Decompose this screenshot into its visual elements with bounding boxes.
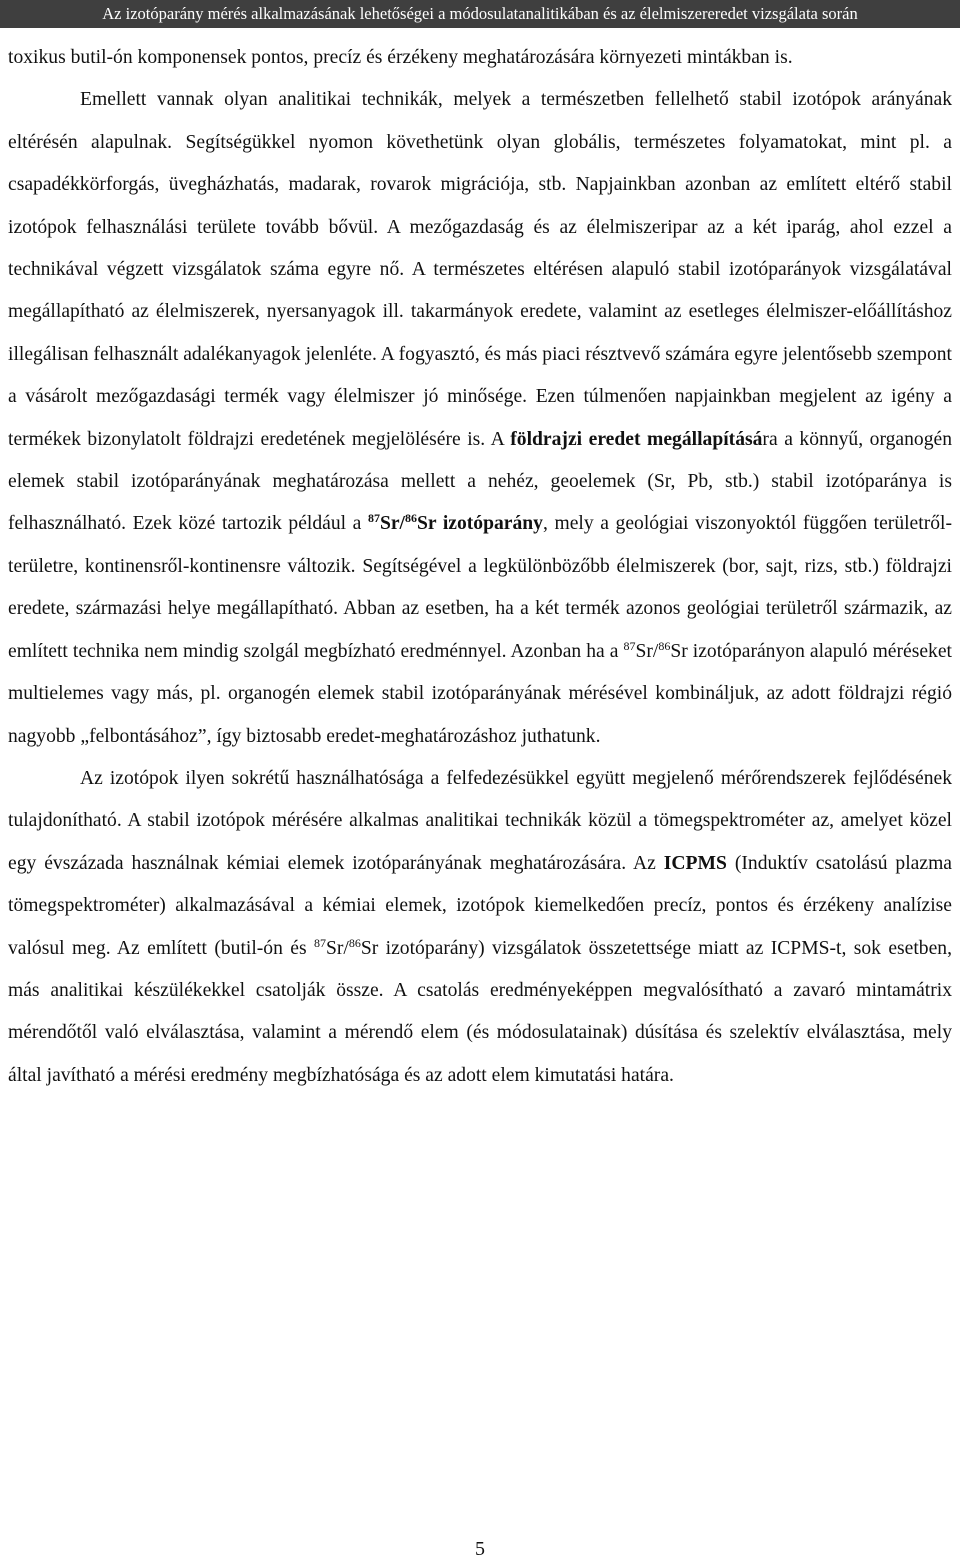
superscript-86: 86 bbox=[405, 511, 417, 526]
superscript-86: 86 bbox=[658, 638, 671, 653]
text-run: (Induktív csatolású plazma tömegspektrométer) alkalmazásával a kémiai elemek, izotópok kiemelkedően precíz, pontos és érzékeny analízise valósul meg. Az említett (butil-ón és bbox=[8, 852, 953, 959]
paragraph-1: toxikus butil-ón komponensek pontos, precíz és érzékeny meghatározására környezeti mintákban is. bbox=[8, 47, 793, 68]
text-run: ra a könnyű, organogén elemek stabil izotóparányának meghatározása mellett a nehéz, geoelemek (Sr, Pb, stb.) stabil izotóparánya is felhasználható. Ezek közé tartozik például a bbox=[8, 428, 952, 535]
superscript-87: 87 bbox=[313, 935, 326, 950]
paragraph-3 bbox=[8, 758, 952, 1097]
paragraph-2 bbox=[8, 79, 952, 758]
text-run: , mely a geológiai viszonyoktól függően területről-területre, kontinensről-kontinensre változik. Segítségével a legkülönbözőbb élelmiszerek (bor, sajt, rizs, stb.) földrajzi eredete, származási helye megállapítható. Abban az esetben, ha a két termék azonos geológiai területről származik, az említett technika nem mindig szolgál megbízható eredménnyel. Azonban ha a bbox=[8, 513, 952, 662]
running-header: Az izotóparány mérés alkalmazásának lehetőségei a módosulatanalitikában és az élelmiszereredet vizsgálata során bbox=[0, 0, 960, 28]
superscript-87: 87 bbox=[367, 511, 380, 526]
text-run: Sr izotóparányon alapuló méréseket multielemes vagy más, pl. organogén elemek stabil izotóparányának mérésével kombináljuk, az adott földrajzi régió nagyobb „felbontásához”, így biztosabb eredet-meghatározáshoz juthatunk. bbox=[8, 640, 952, 747]
bold-term-sr-isotope-ratio: Sr izotóparány bbox=[417, 513, 543, 535]
bold-term-icpms: ICPMS bbox=[663, 852, 727, 874]
page-number: 5 bbox=[475, 1538, 485, 1560]
text-run: Sr/ bbox=[635, 640, 659, 662]
superscript-87: 87 bbox=[623, 638, 636, 653]
text-run: Emellett vannak olyan analitikai technikák, melyek a természetben fellelhető stabil izotópok arányának eltérésén alapulnak. Segítségükkel nyomon követhetünk olyan globális, természetes folyamatokat, mint pl. a csapadékkörforgás, üvegházhatás, madarak, rovarok migrációja, stb. Napjainkban azonban az említett eltérő stabil izotópok felhasználási területe tovább bővül. A mezőgazdaság és az élelmiszeripar az a két iparág, ahol ezzel a technikával végzett vizsgálatok száma egyre nő. A természetes eltérésen alapuló stabil izotóparányok vizsgálatával megállapítható az élelmiszerek, nyersanyagok ill. takarmányok eredete, valamint az esetleges élelmiszer-előállításhoz illegálisan felhasznált adalékanyagok jelenléte. A fogyasztó, és más piaci résztvevő számára egyre jelentősebb szempont a vásárolt mezőgazdasági termék vagy élelmiszer jó minősége. Ezen túlmenően napjainkban megjelent az igény a termékek bizonylatolt földrajzi eredetének megjelölésére is. A bbox=[8, 89, 952, 450]
text-run: Az izotópok ilyen sokrétű használhatósága a felfedezésükkel együtt megjelenő mérőrendszerek fejlődésének tulajdonítható. A stabil izotópok mérésére alkalmas analitikai technikák közül a tömegspektrométer az, amelyet közel egy évszázada használnak kémiai elemek izotóparányának meghatározására. Az bbox=[8, 767, 952, 874]
bold-term-sr: Sr/ bbox=[379, 513, 405, 535]
document-body bbox=[8, 37, 952, 1097]
text-run: Sr izotóparány) vizsgálatok összetettsége miatt az ICPMS-t, sok esetben, más analitikai készülékekkel csatolják össze. A csatolás eredményeképpen megvalósítható a zavaró mintamátrix mérendőtől való elválasztása, valamint a mérendő elem (és módosulatainak) dúsítása és szelektív elválasztása, mely által javítható a mérési eredmény megbízhatósága és az adott elem kimutatási határa. bbox=[8, 937, 952, 1086]
bold-term-geographic-origin: földrajzi eredet megállapításá bbox=[510, 428, 763, 450]
superscript-86: 86 bbox=[348, 935, 361, 950]
text-run: Sr/ bbox=[325, 937, 349, 959]
